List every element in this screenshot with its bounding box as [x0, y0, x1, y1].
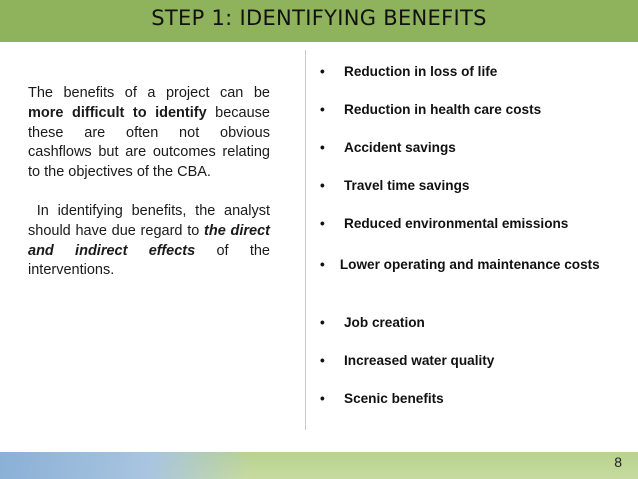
list-item-text: Lower operating and maintenance costs — [339, 257, 600, 272]
list-item-label: Reduced environmental emissions — [344, 216, 569, 231]
paragraph-1 — [28, 84, 270, 183]
list-item-label: Reduction in loss of life — [344, 64, 498, 79]
bullet-icon: • — [320, 178, 325, 193]
list-item — [320, 315, 620, 353]
list-item-label: • Lower operating and maintenance costs — [320, 257, 600, 272]
list-item — [320, 254, 620, 315]
paragraph-2-text-a: In identifying benefits, the analyst should have due regard to — [28, 202, 271, 239]
bullet-icon: • — [320, 353, 325, 368]
list-item — [320, 353, 620, 391]
list-item-label: Reduction in health care costs — [344, 102, 542, 117]
list-item-label: Increased water quality — [344, 353, 495, 368]
paragraph-1-bold: more difficult to identify — [28, 104, 207, 121]
bullet-icon: • — [320, 216, 325, 231]
list-item-label: Accident savings — [344, 140, 456, 155]
slide-title: STEP 1: IDENTIFYING BENEFITS — [151, 6, 487, 30]
list-item-label: Scenic benefits — [344, 391, 444, 406]
list-item — [320, 140, 620, 178]
paragraph-1-text-b: because these are often not obvious cashflows but are outcomes relating to the objectives of the CBA. — [28, 104, 270, 181]
benefits-list — [320, 64, 620, 429]
bullet-icon: • — [320, 102, 325, 117]
paragraph-2-text-b: of the interventions. — [28, 242, 270, 279]
bullet-icon: • — [320, 391, 325, 406]
paragraph-2-emphasis: the direct and indirect effects — [28, 222, 270, 259]
list-item — [320, 102, 620, 140]
list-item — [320, 178, 620, 216]
bullet-icon: • — [320, 64, 325, 79]
paragraph-1-text-a: The benefits of a project can be — [28, 85, 270, 101]
bullet-icon: • — [320, 315, 325, 330]
page-number: 8 — [614, 454, 622, 470]
paragraph-2 — [28, 202, 270, 281]
column-divider — [305, 50, 306, 430]
footer-accent-stripe — [0, 452, 250, 479]
list-item — [320, 64, 620, 102]
list-item-label: Travel time savings — [344, 178, 470, 193]
list-item — [320, 216, 620, 254]
left-text-block — [28, 84, 270, 281]
list-item — [320, 391, 620, 429]
bullet-icon: • — [320, 140, 325, 155]
list-item-label: Job creation — [344, 315, 425, 330]
